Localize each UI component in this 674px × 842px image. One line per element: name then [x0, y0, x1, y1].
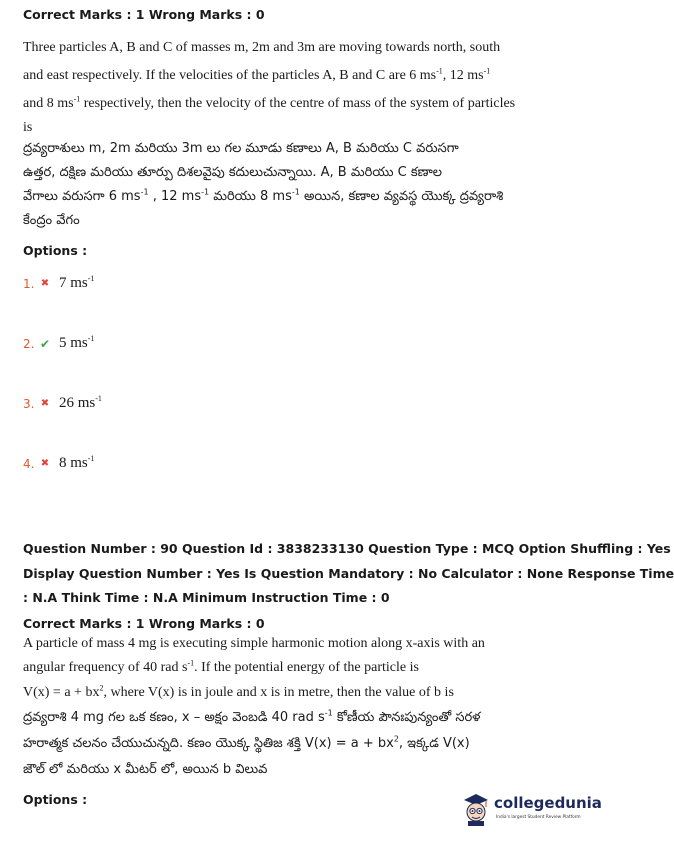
option-number: 4.: [23, 456, 35, 471]
q89-en-line1: Three particles A, B and C of masses m, 2m and 3m are moving towards north, south: [23, 40, 501, 55]
option-number: 2.: [23, 336, 35, 351]
logo-tagline: India's largest Student Review Platform: [496, 815, 581, 820]
check-icon: ✔: [39, 336, 51, 351]
q90-marks: Correct Marks : 1 Wrong Marks : 0: [23, 616, 265, 631]
option-3[interactable]: [23, 395, 102, 412]
option-text: 8 $ms^{-1}$: [59, 454, 95, 471]
q89-te-line1: ద్రవ్యరాశులు m, 2m మరియు 3m లు గల మూడు కణాలు A, B మరియు C వరుసగా: [23, 141, 459, 156]
logo-title: collegedunia: [494, 794, 602, 812]
q90-en-line3: $V(x) = a + bx^2$, where V(x) is in joule and x is in metre, then the value of b is: [23, 683, 454, 700]
cross-icon: ✖: [40, 398, 50, 409]
q90-options-label: Options :: [23, 792, 88, 807]
q90-te-line1: ద్రవ్యరాశి 4 mg గల ఒక కణం, x – అక్షం వెంబడి 40 rad $s^{-1}$ కోణీయ పౌనఃపున్యంతో సరళ: [23, 708, 481, 725]
q89-en-line2: and east respectively. If the velocities of the particles A, B and C are 6 $ms^{-1}$, 12 $ms^{-1}$: [23, 66, 491, 83]
collegedunia-logo: [462, 790, 602, 834]
q90-meta-line2: Display Question Number : Yes Is Question Mandatory : No Calculator : None Response Time: [23, 566, 674, 581]
q89-en-line4: is: [23, 120, 33, 135]
option-number: 1.: [23, 276, 35, 291]
option-2[interactable]: [23, 335, 94, 352]
option-text: 7 $ms^{-1}$: [59, 274, 95, 291]
q89-options-label: Options :: [23, 243, 88, 258]
q89-marks: Correct Marks : 1 Wrong Marks : 0: [23, 7, 265, 22]
q90-en-line2: angular frequency of 40 rad $s^{-1}$. If the potential energy of the particle is: [23, 658, 419, 675]
option-1[interactable]: [23, 275, 94, 292]
q89-te-line3: వేగాలు వరుసగా 6 $ms^{-1}$ , 12 $ms^{-1}$ మరియు 8 $ms^{-1}$ అయిన, కణాల వ్యవస్థ యొక్క ద్రవ్యరాశి: [23, 187, 504, 204]
q90-meta-line1: Question Number : 90 Question Id : 3838233130 Question Type : MCQ Option Shuffling : Yes: [23, 541, 671, 556]
option-text: 26 $ms^{-1}$: [59, 394, 102, 411]
q90-te-line3: జౌల్ లో మరియు x మీటర్ లో, అయిన b విలువ: [23, 762, 268, 777]
q89-en-line3: and 8 $ms^{-1}$ respectively, then the velocity of the centre of mass of the system of particles: [23, 94, 516, 111]
mascot-icon: [462, 792, 490, 826]
cross-icon: ✖: [40, 458, 50, 469]
option-number: 3.: [23, 396, 35, 411]
q89-te-line2: ఉత్తర, దక్షిణ మరియు తూర్పు దిశలవైపు కదులుచున్నాయి. A, B మరియు C కణాల: [23, 165, 443, 180]
q90-en-line1: A particle of mass 4 mg is executing simple harmonic motion along x-axis with an: [23, 636, 485, 651]
cross-icon: ✖: [40, 278, 50, 289]
q90-te-line2: హరాత్మక చలనం చేయుచున్నది. కణం యొక్క స్థితిజ శక్తి $V(x) = a + bx^2$, ఇక్కడ V(x): [23, 734, 470, 751]
option-4[interactable]: [23, 455, 94, 472]
option-text: 5 $ms^{-1}$: [59, 334, 95, 351]
q90-meta-line3: : N.A Think Time : N.A Minimum Instruction Time : 0: [23, 590, 390, 605]
q89-te-line4: కేంద్రం వేగం: [23, 213, 80, 228]
